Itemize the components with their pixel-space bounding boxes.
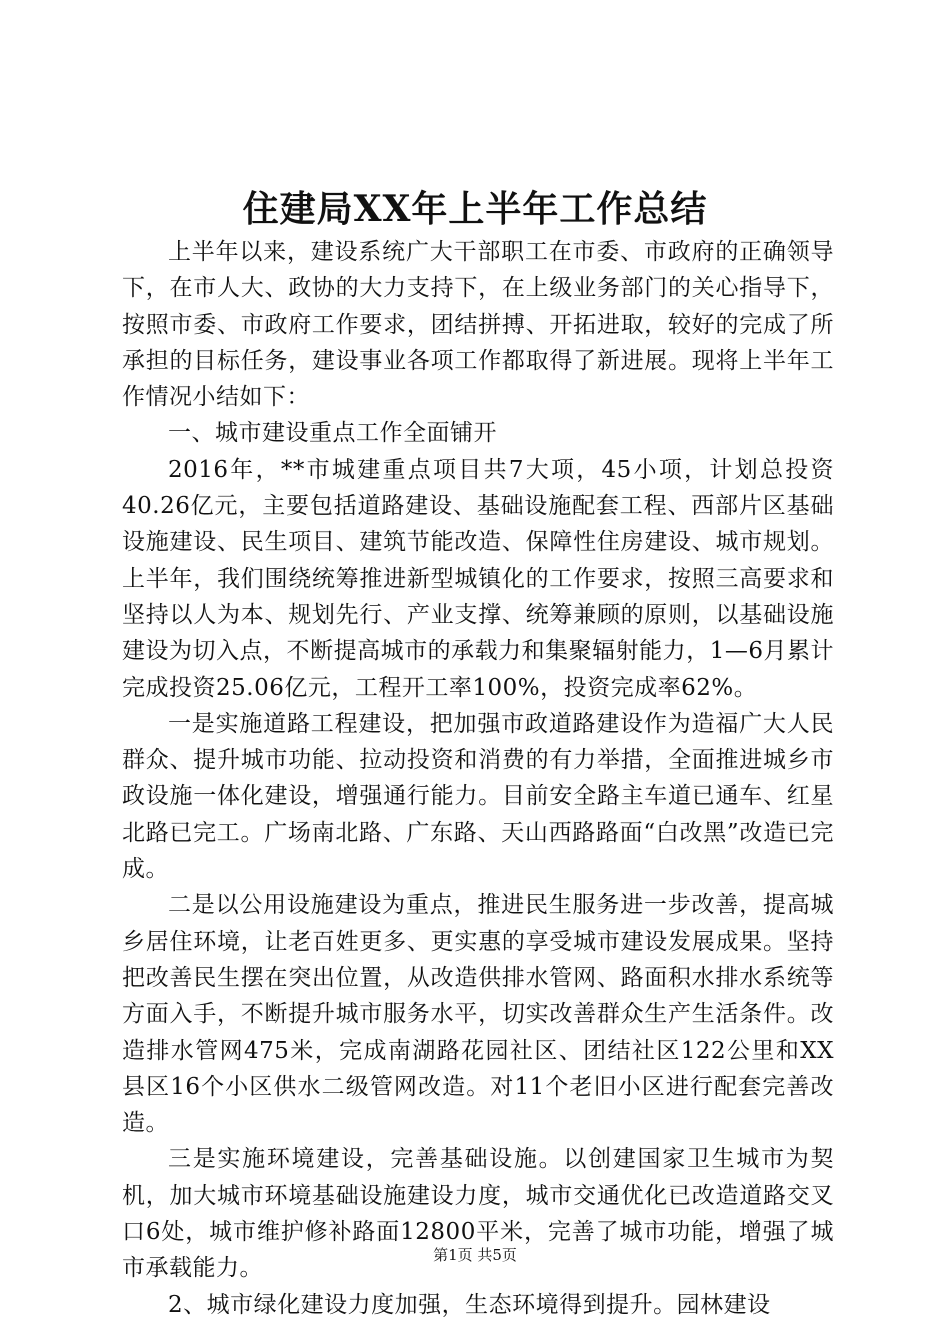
document-body <box>122 234 834 1323</box>
paragraph-road-construction: 一是实施道路工程建设，把加强市政道路建设作为造福广大人民群众、提升城市功能、拉动投资和消费的有力举措，全面推进城乡市政设施一体化建设，增强通行能力。目前安全路主车道已通车、红星北路已完工。广场南北路、广东路、天山西路路面“白改黑”改造已完成。 <box>122 710 834 883</box>
paragraph-public-facilities: 二是以公用设施建设为重点，推进民生服务进一步改善，提高城乡居住环境，让老百姓更多、更实惠的享受城市建设发展成果。坚持把改善民生摆在突出位置，从改造供排水管网、路面积水排水系统等方面入手，不断提升城市服务水平，切实改善群众生产生活条件。改造排水管网475米，完成南湖路花园社区、团结社区122公里和XX县区16个小区供水二级管网改造。对11个老旧小区进行配套完善改造。 <box>122 892 834 1137</box>
paragraph-greening: 2、城市绿化建设力度加强，生态环境得到提升。园林建设 <box>168 1291 771 1318</box>
paragraph-environment: 三是实施环境建设，完善基础设施。以创建国家卫生城市为契机，加大城市环境基础设施建设力度，城市交通优化已改造道路交叉口6处，城市维护修补路面12800平米，完善了城市功能，增强了城市承载能力。 <box>122 1146 834 1282</box>
paragraph-overview: 2016年，**市城建重点项目共7大项，45小项，计划总投资40.26亿元，主要包括道路建设、基础设施配套工程、西部片区基础设施建设、民生项目、建筑节能改造、保障性住房建设、城市规划。上半年，我们围绕统筹推进新型城镇化的工作要求，按照三高要求和坚持以人为本、规划先行、产业支撑、统筹兼顾的原则，以基础设施建设为切入点，不断提高城市的承载力和集聚辐射能力，1—6月累计完成投资25.06亿元，工程开工率100%，投资完成率62%。 <box>122 456 834 701</box>
paragraph-intro: 上半年以来，建设系统广大干部职工在市委、市政府的正确领导下，在市人大、政协的大力支持下，在上级业务部门的关心指导下，按照市委、市政府工作要求，团结拼搏、开拓进取，较好的完成了所承担的目标任务，建设事业各项工作都取得了新进展。现将上半年工作情况小结如下： <box>122 239 834 411</box>
document-title: 住建局XX年上半年工作总结 <box>242 188 708 230</box>
page-footer: 第1页 共5页 <box>433 1246 517 1264</box>
section-heading: 一、城市建设重点工作全面铺开 <box>168 420 497 447</box>
